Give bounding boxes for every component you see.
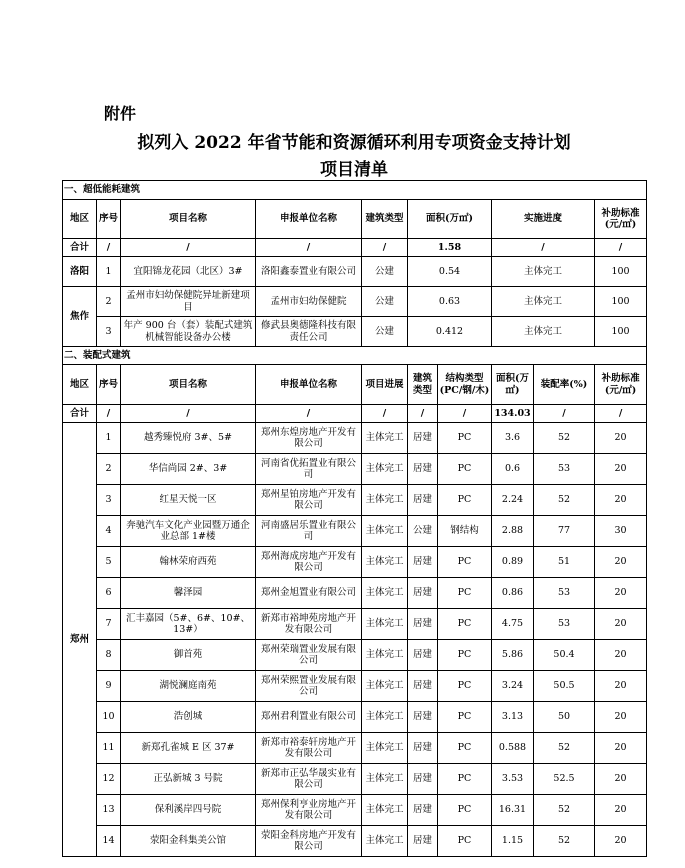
cell: 居建 [408,702,438,733]
total-cell: / [97,405,121,423]
region-cell: 洛阳 [63,257,97,287]
table-row [63,578,647,609]
cell: 公建 [362,317,408,347]
header-cell: 序号 [97,200,121,239]
total-cell: / [256,405,362,423]
total-cell: / [438,405,492,423]
cell: 主体完工 [362,547,408,578]
cell: 50.4 [534,640,595,671]
header-cell: 面积(万㎡) [492,365,534,405]
cell: 0.6 [492,454,534,485]
cell: 30 [595,516,647,547]
cell: 河南盛居乐置业有限公司 [256,516,362,547]
total-cell: / [121,405,256,423]
cell: 居建 [408,454,438,485]
table-row [63,516,647,547]
cell: 主体完工 [362,454,408,485]
cell: 公建 [362,257,408,287]
cell: 主体完工 [362,609,408,640]
cell: 3.13 [492,702,534,733]
section-heading: 二、装配式建筑 [63,347,647,365]
cell: 主体完工 [362,485,408,516]
cell: 0.54 [408,257,492,287]
cell: PC [438,454,492,485]
cell: 14 [97,826,121,857]
cell: 3.53 [492,764,534,795]
cell: 5 [97,547,121,578]
cell: 52 [534,423,595,454]
cell: 公建 [362,287,408,317]
cell: 主体完工 [362,826,408,857]
cell: 100 [595,317,647,347]
cell: 10 [97,702,121,733]
cell: 2.88 [492,516,534,547]
cell: 新郑市裕泰轩房地产开发有限公司 [256,733,362,764]
table-row [63,485,647,516]
cell: 20 [595,423,647,454]
cell: PC [438,733,492,764]
cell: 52 [534,485,595,516]
header-cell: 申报单位名称 [256,200,362,239]
cell: 主体完工 [362,578,408,609]
cell: 御首苑 [121,640,256,671]
cell: 主体完工 [362,733,408,764]
cell: 20 [595,795,647,826]
cell: 主体完工 [362,702,408,733]
cell: 20 [595,609,647,640]
table-row [63,795,647,826]
cell: 53 [534,578,595,609]
header-cell: 申报单位名称 [256,365,362,405]
prefabricated-building-table [62,346,647,857]
cell: 52 [534,826,595,857]
cell: PC [438,609,492,640]
header-cell: 建筑类型 [408,365,438,405]
cell: 52.5 [534,764,595,795]
cell: PC [438,702,492,733]
cell: 孟州市妇幼保健院异址新建项目 [121,287,256,317]
cell: 居建 [408,795,438,826]
cell: 居建 [408,547,438,578]
total-cell: 合计 [63,405,97,423]
cell: 20 [595,826,647,857]
cell: 4 [97,516,121,547]
table-row [63,257,647,287]
cell: 16.31 [492,795,534,826]
cell: 主体完工 [362,640,408,671]
cell: 2 [97,454,121,485]
cell: 馨泽园 [121,578,256,609]
header-cell: 补助标准(元/㎡) [595,200,647,239]
cell: 4.75 [492,609,534,640]
cell: 8 [97,640,121,671]
cell: 52 [534,795,595,826]
cell: 100 [595,287,647,317]
table-row [63,640,647,671]
cell: PC [438,640,492,671]
cell: 3 [97,485,121,516]
cell: 保利溪岸四号院 [121,795,256,826]
cell: 居建 [408,826,438,857]
cell: 越秀臻悦府 3#、5# [121,423,256,454]
cell: 53 [534,454,595,485]
cell: PC [438,764,492,795]
total-cell: 合计 [63,239,97,257]
cell: 湖悦澜庭南苑 [121,671,256,702]
total-cell: / [121,239,256,257]
cell: 0.63 [408,287,492,317]
cell: 郑州金旭置业有限公司 [256,578,362,609]
cell: 20 [595,547,647,578]
region-cell: 郑州 [63,423,97,857]
table-row [63,547,647,578]
cell: 51 [534,547,595,578]
table-row [63,764,647,795]
cell: PC [438,547,492,578]
header-cell: 装配率(%) [534,365,595,405]
table-row [63,702,647,733]
cell: 20 [595,702,647,733]
cell: 郑州星铂房地产开发有限公司 [256,485,362,516]
cell: PC [438,423,492,454]
cell: 20 [595,454,647,485]
header-cell: 项目进展 [362,365,408,405]
cell: 汇丰嘉园（5#、6#、10#、13#） [121,609,256,640]
cell: 1.15 [492,826,534,857]
table-row [63,671,647,702]
cell: PC [438,578,492,609]
cell: 主体完工 [362,764,408,795]
cell: 3.6 [492,423,534,454]
document-subtitle: 项目清单 [320,160,388,180]
cell: 钢结构 [438,516,492,547]
header-cell: 建筑类型 [362,200,408,239]
cell: 20 [595,578,647,609]
header-cell: 补助标准(元/㎡) [595,365,647,405]
cell: 主体完工 [362,795,408,826]
cell: 5.86 [492,640,534,671]
cell: 9 [97,671,121,702]
total-cell: / [408,405,438,423]
table-row [63,609,647,640]
cell: PC [438,795,492,826]
cell: 2 [97,287,121,317]
cell: 12 [97,764,121,795]
cell: 新郑孔雀城 E 区 37# [121,733,256,764]
cell: 正弘新城 3 号院 [121,764,256,795]
cell: 居建 [408,671,438,702]
cell: 1 [97,257,121,287]
cell: 50.5 [534,671,595,702]
cell: 6 [97,578,121,609]
cell: 主体完工 [362,516,408,547]
header-cell: 项目名称 [121,365,256,405]
cell: 郑州荣瑞置业发展有限公司 [256,640,362,671]
cell: 1 [97,423,121,454]
cell: 新郑市裕坤苑房地产开发有限公司 [256,609,362,640]
cell: 2.24 [492,485,534,516]
cell: 13 [97,795,121,826]
cell: 52 [534,733,595,764]
cell: 3.24 [492,671,534,702]
cell: 主体完工 [492,287,595,317]
table-row [63,733,647,764]
cell: 荥阳金科房地产开发有限公司 [256,826,362,857]
cell: 0.588 [492,733,534,764]
total-cell: / [362,239,408,257]
table-row [63,826,647,857]
table-row [63,454,647,485]
cell: 主体完工 [362,423,408,454]
total-cell: 134.03 [492,405,534,423]
cell: 浩创城 [121,702,256,733]
cell: 郑州海成房地产开发有限公司 [256,547,362,578]
cell: 20 [595,671,647,702]
document-title: 拟列入 2022 年省节能和资源循环利用专项资金支持计划 [137,133,571,153]
cell: 53 [534,609,595,640]
header-cell: 地区 [63,200,97,239]
cell: 河南省优拓置业有限公司 [256,454,362,485]
cell: 奔驰汽车文化产业园暨万通企业总部 1#楼 [121,516,256,547]
header-cell: 地区 [63,365,97,405]
cell: 红星天悦一区 [121,485,256,516]
cell: 主体完工 [492,257,595,287]
cell: 郑州保利亨业房地产开发有限公司 [256,795,362,826]
cell: 7 [97,609,121,640]
cell: PC [438,671,492,702]
cell: PC [438,826,492,857]
cell: 居建 [408,640,438,671]
header-cell: 项目名称 [121,200,256,239]
cell: 20 [595,733,647,764]
cell: 年产 900 台（套）装配式建筑机械智能设备办公楼 [121,317,256,347]
cell: PC [438,485,492,516]
cell: 11 [97,733,121,764]
low-energy-building-table [62,180,647,347]
cell: 居建 [408,733,438,764]
cell: 洛阳鑫泰置业有限公司 [256,257,362,287]
cell: 居建 [408,609,438,640]
header-cell: 序号 [97,365,121,405]
attachment-label: 附件 [104,104,137,123]
total-cell: / [492,239,595,257]
cell: 公建 [408,516,438,547]
cell: 居建 [408,423,438,454]
cell: 20 [595,764,647,795]
total-cell: / [362,405,408,423]
total-cell: / [595,239,647,257]
total-cell: / [256,239,362,257]
cell: 孟州市妇幼保健院 [256,287,362,317]
region-cell: 焦作 [63,287,97,347]
cell: 郑州君利置业有限公司 [256,702,362,733]
header-cell: 面积(万㎡) [408,200,492,239]
cell: 荥阳金科集美公馆 [121,826,256,857]
cell: 修武县奥德隆科技有限责任公司 [256,317,362,347]
header-cell: 实施进度 [492,200,595,239]
cell: 20 [595,485,647,516]
cell: 新郑市正弘华晟实业有限公司 [256,764,362,795]
cell: 主体完工 [492,317,595,347]
cell: 郑州荣熙置业发展有限公司 [256,671,362,702]
total-cell: 1.58 [408,239,492,257]
cell: 居建 [408,764,438,795]
cell: 翰林荣府西苑 [121,547,256,578]
header-cell: 结构类型(PC/钢/木) [438,365,492,405]
table-row [63,317,647,347]
table-row [63,287,647,317]
cell: 华信尚园 2#、3# [121,454,256,485]
cell: 居建 [408,578,438,609]
cell: 100 [595,257,647,287]
cell: 50 [534,702,595,733]
total-cell: / [595,405,647,423]
cell: 居建 [408,485,438,516]
cell: 0.412 [408,317,492,347]
total-cell: / [97,239,121,257]
section-heading: 一、超低能耗建筑 [63,181,647,200]
table-row [63,423,647,454]
cell: 77 [534,516,595,547]
cell: 郑州东煌房地产开发有限公司 [256,423,362,454]
cell: 0.86 [492,578,534,609]
cell: 0.89 [492,547,534,578]
cell: 主体完工 [362,671,408,702]
cell: 3 [97,317,121,347]
cell: 20 [595,640,647,671]
total-cell: / [534,405,595,423]
cell: 宜阳锦龙花园（北区）3# [121,257,256,287]
